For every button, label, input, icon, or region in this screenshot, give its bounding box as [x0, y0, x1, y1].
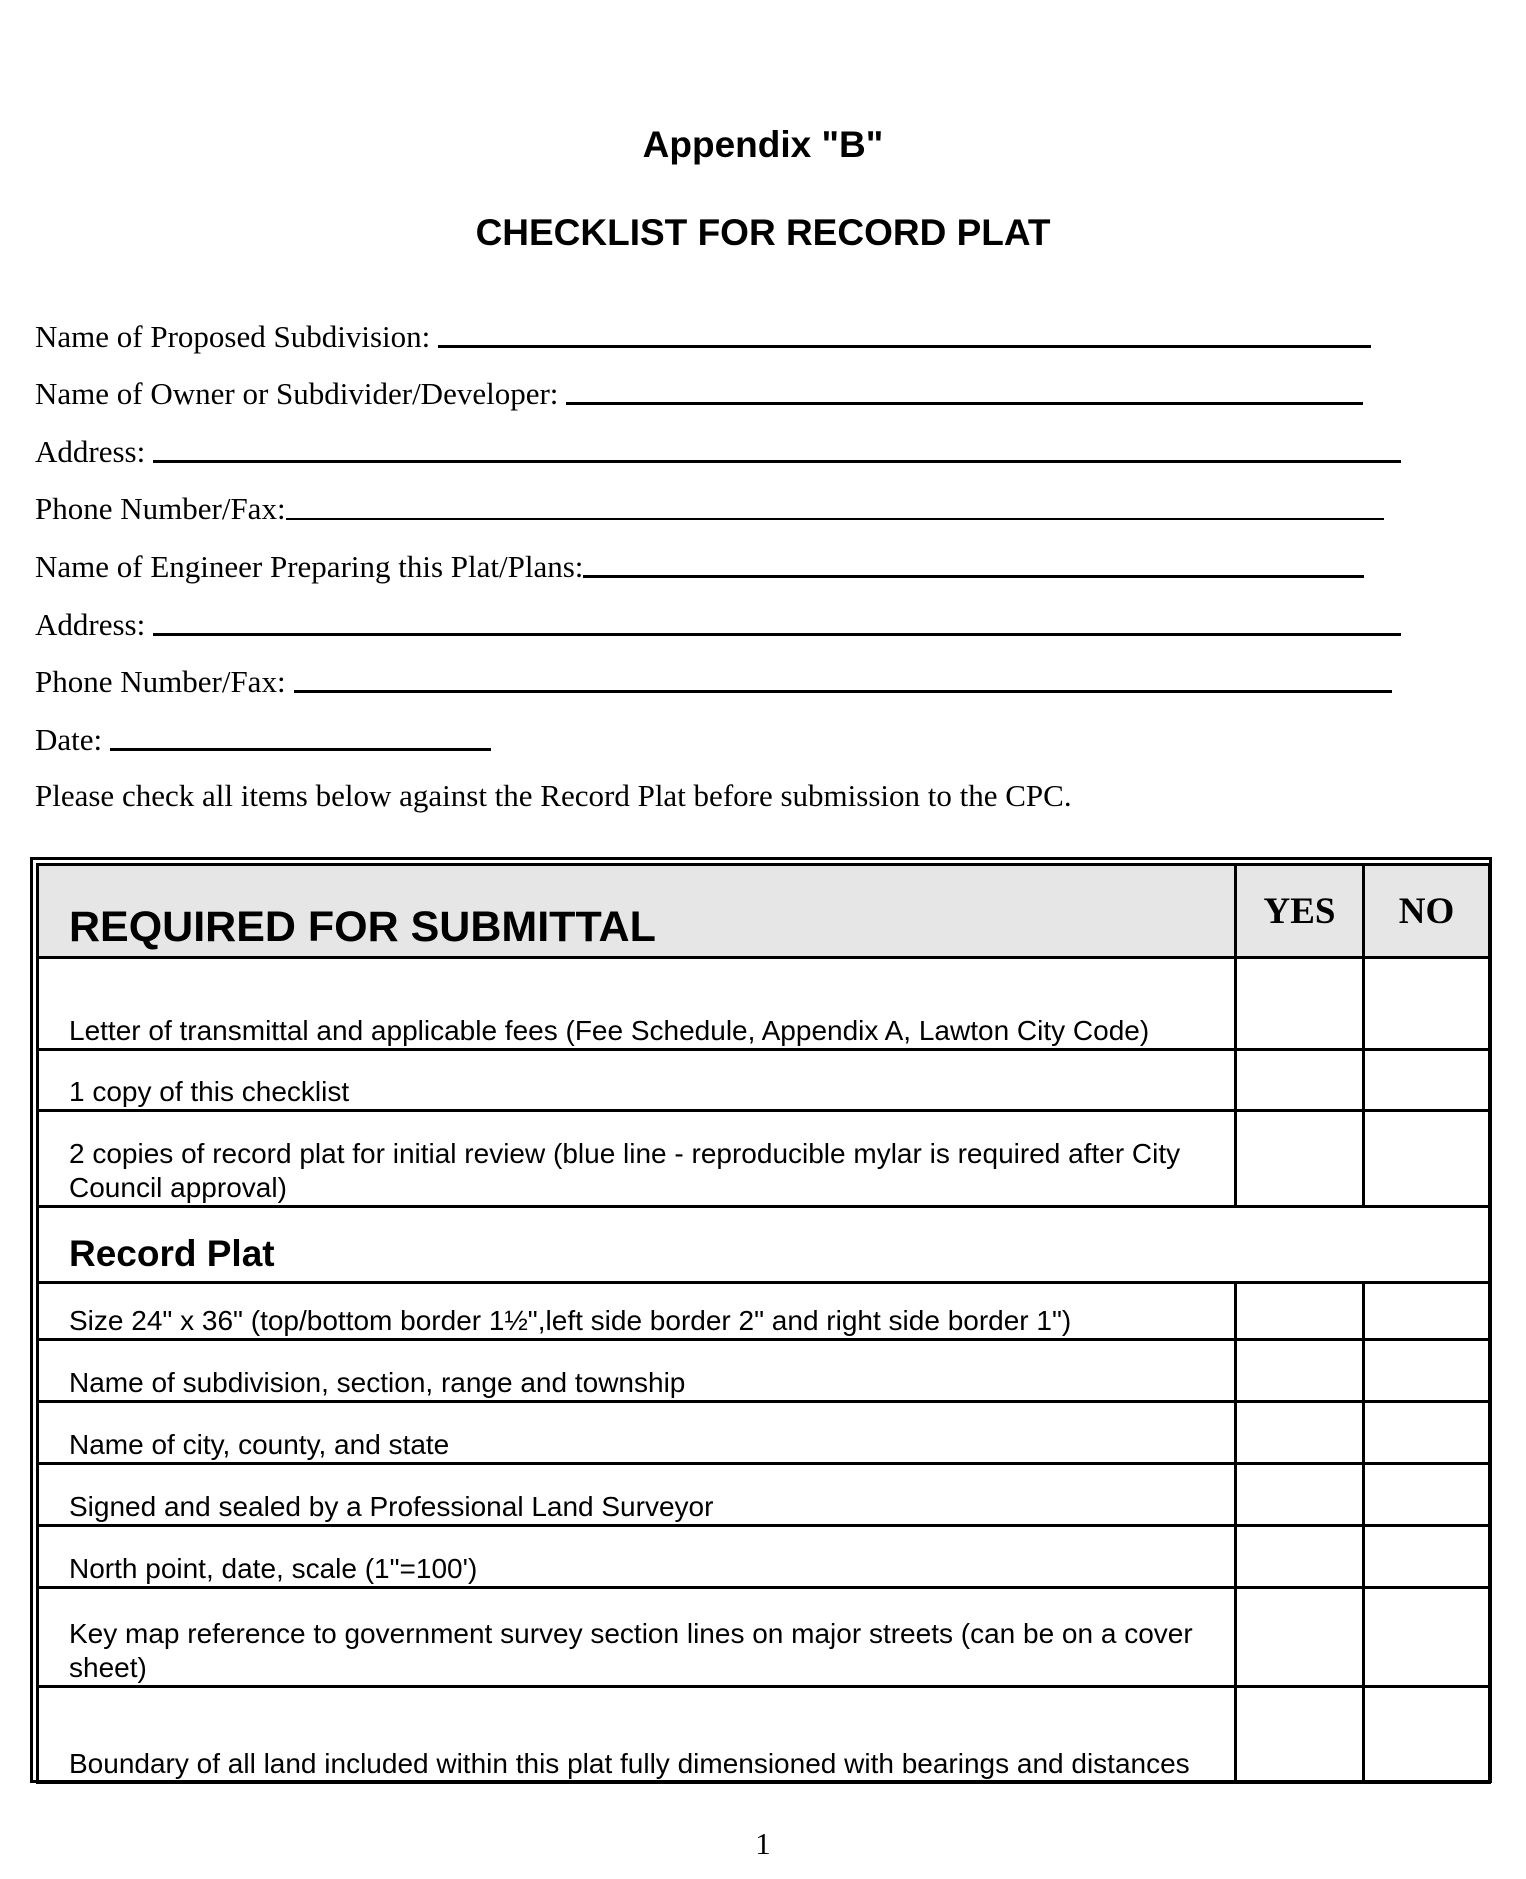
- checklist-row: [38, 1402, 1490, 1464]
- field-label: Date:: [35, 721, 103, 757]
- field-label: Name of Proposed Subdivision:: [35, 318, 431, 354]
- no-checkbox[interactable]: [1364, 1050, 1490, 1111]
- checklist-item-text: 2 copies of record plat for initial review (blue line - reproducible mylar is required after City Council approval): [38, 1111, 1236, 1207]
- appendix-heading: Appendix "B": [642, 124, 884, 165]
- owner-name-row: [35, 354, 1415, 412]
- engineer-address-line[interactable]: [153, 633, 1401, 636]
- checklist-row: [38, 1050, 1490, 1111]
- engineer-name-row: [35, 526, 1415, 584]
- yes-checkbox[interactable]: [1236, 1402, 1364, 1464]
- field-label: Name of Owner or Subdivider/Developer:: [35, 376, 559, 412]
- checklist-item-text: Boundary of all land included within this plat fully dimensioned with bearings and distances: [38, 1687, 1236, 1783]
- subdivision-name-row: [35, 296, 1415, 354]
- checklist-row: [38, 1687, 1490, 1783]
- owner-address-row: [35, 411, 1415, 469]
- subdivision-name-line[interactable]: [438, 345, 1371, 348]
- date-line[interactable]: [110, 748, 491, 751]
- yes-column-header: YES: [1236, 865, 1364, 958]
- engineer-phone-row: [35, 642, 1415, 700]
- no-checkbox[interactable]: [1364, 1588, 1490, 1687]
- yes-checkbox[interactable]: [1236, 1111, 1364, 1207]
- applicant-info-fields: [35, 296, 1415, 757]
- no-checkbox[interactable]: [1364, 1402, 1490, 1464]
- engineer-name-line[interactable]: [583, 575, 1364, 578]
- field-label: Address:: [35, 433, 146, 469]
- no-checkbox[interactable]: [1364, 1111, 1490, 1207]
- checklist-row: [38, 1588, 1490, 1687]
- owner-address-line[interactable]: [153, 460, 1401, 463]
- checklist-item-text: Name of city, county, and state: [38, 1402, 1236, 1464]
- table-header-row: [38, 865, 1490, 958]
- checklist-row: [38, 1464, 1490, 1526]
- yes-checkbox[interactable]: [1236, 1340, 1364, 1402]
- no-checkbox[interactable]: [1364, 1526, 1490, 1588]
- yes-checkbox[interactable]: [1236, 1464, 1364, 1526]
- checklist-item-text: Key map reference to government survey section lines on major streets (can be on a cover sheet): [38, 1588, 1236, 1687]
- no-checkbox[interactable]: [1364, 1687, 1490, 1783]
- checklist-item-text: Name of subdivision, section, range and township: [38, 1340, 1236, 1402]
- owner-phone-line[interactable]: [286, 518, 1384, 520]
- record-plat-section-heading: Record Plat: [38, 1207, 1490, 1283]
- no-checkbox[interactable]: [1364, 1464, 1490, 1526]
- no-checkbox[interactable]: [1364, 1283, 1490, 1340]
- required-for-submittal-heading: REQUIRED FOR SUBMITTAL: [38, 865, 1236, 958]
- engineer-phone-line[interactable]: [294, 690, 1392, 693]
- yes-checkbox[interactable]: [1236, 958, 1364, 1050]
- checklist-item-text: Letter of transmittal and applicable fees (Fee Schedule, Appendix A, Lawton City Code): [38, 958, 1236, 1050]
- checklist-table: [30, 857, 1492, 1783]
- field-label: Phone Number/Fax:: [35, 491, 286, 527]
- checklist-item-text: Size 24" x 36" (top/bottom border 1½",left side border 2" and right side border 1"): [38, 1283, 1236, 1340]
- owner-name-line[interactable]: [566, 402, 1363, 405]
- owner-phone-row: [35, 469, 1415, 527]
- no-column-header: NO: [1364, 865, 1490, 958]
- checklist-row: [38, 1283, 1490, 1340]
- no-checkbox[interactable]: [1364, 958, 1490, 1050]
- checklist-item-text: 1 copy of this checklist: [38, 1050, 1236, 1111]
- no-checkbox[interactable]: [1364, 1340, 1490, 1402]
- instructions-text: Please check all items below against the Record Plat before submission to the CPC.: [35, 778, 1072, 813]
- yes-checkbox[interactable]: [1236, 1588, 1364, 1687]
- page-title: CHECKLIST FOR RECORD PLAT: [475, 212, 1051, 253]
- field-label: Phone Number/Fax:: [35, 664, 286, 700]
- section-row: [38, 1207, 1490, 1283]
- yes-checkbox[interactable]: [1236, 1283, 1364, 1340]
- yes-checkbox[interactable]: [1236, 1687, 1364, 1783]
- yes-checkbox[interactable]: [1236, 1050, 1364, 1111]
- checklist-row: [38, 1340, 1490, 1402]
- checklist-item-text: Signed and sealed by a Professional Land Surveyor: [38, 1464, 1236, 1526]
- checklist-row: [38, 1111, 1490, 1207]
- date-row: [35, 699, 1415, 757]
- field-label: Address:: [35, 606, 146, 642]
- field-label: Name of Engineer Preparing this Plat/Plans:: [35, 548, 584, 584]
- engineer-address-row: [35, 584, 1415, 642]
- yes-checkbox[interactable]: [1236, 1526, 1364, 1588]
- checklist-row: [38, 1526, 1490, 1588]
- checklist-row: [38, 958, 1490, 1050]
- checklist-item-text: North point, date, scale (1"=100'): [38, 1526, 1236, 1588]
- page-number: 1: [755, 1826, 771, 1861]
